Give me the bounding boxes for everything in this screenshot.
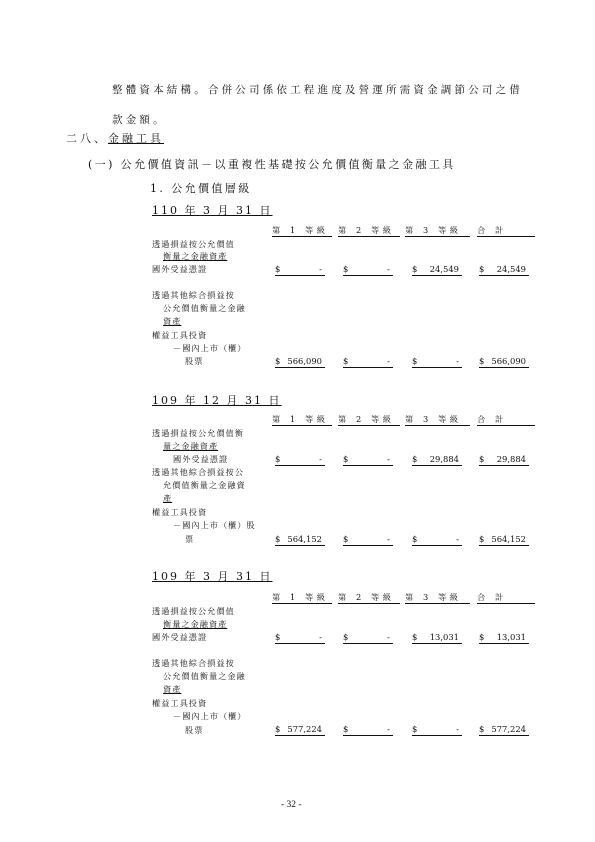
item-label: 股票 [185, 725, 204, 735]
column-header-level-3: 第 3 等級 [405, 224, 470, 237]
value-cell: $ 566,090 [275, 356, 325, 368]
group-heading: 透過其他綜合損益按公 [152, 467, 244, 477]
column-header-level-2: 第 2 等級 [338, 224, 400, 237]
value-cell: $ - [275, 454, 325, 466]
intro-line-1: 整體資本結構。合併公司係依工程進度及營運所需資金調節公司之借 [112, 84, 523, 96]
value-cell: $ - [343, 534, 393, 546]
column-header-total: 合 計 [477, 413, 535, 426]
table-date: 109 年 12 月 31 日 [152, 394, 282, 407]
column-header-level-1: 第 1 等級 [272, 413, 332, 426]
value-cell: $ 13,031 [412, 632, 462, 644]
row-label: 國外受益憑證 [152, 632, 208, 642]
item-label: －國內上市（櫃） [173, 343, 247, 353]
value-cell: $ 564,152 [479, 534, 529, 546]
group-heading: 透過其他綜合損益按 [152, 290, 235, 300]
intro-line-2: 款金額。 [112, 114, 167, 126]
value-cell: $ 13,031 [479, 632, 529, 644]
section-heading [66, 130, 164, 146]
column-header-level-1: 第 1 等級 [272, 591, 332, 604]
value-cell: $ - [343, 356, 393, 368]
group-heading: 透過其他綜合損益按 [152, 658, 235, 668]
group-heading: 資產 [163, 684, 182, 694]
subsection-heading: (一) 公允價值資訊－以重複性基礎按公允價值衡量之金融工具 [88, 158, 456, 171]
value-cell: $ - [275, 264, 325, 276]
group-heading: 允價值衡量之金融資 [163, 480, 246, 490]
row-label: 國外受益憑證 [173, 454, 229, 464]
column-header-level-2: 第 2 等級 [338, 413, 400, 426]
group-heading: 產 [163, 493, 173, 503]
value-cell: $ - [343, 454, 393, 466]
value-cell: $ 564,152 [275, 534, 325, 546]
value-cell: $ - [412, 534, 462, 546]
sub-label: 權益工具投資 [152, 330, 208, 340]
value-cell: $ - [343, 724, 393, 736]
value-cell: $ 29,884 [479, 454, 529, 466]
group-heading: 透過損益按公允價值 [152, 606, 235, 616]
value-cell: $ 577,224 [479, 724, 529, 736]
value-cell: $ 566,090 [479, 356, 529, 368]
value-cell: $ - [275, 632, 325, 644]
item-label: 股票 [185, 356, 204, 366]
group-heading: 公允價值衡量之金融 [163, 303, 246, 313]
group-heading: 資產 [163, 316, 182, 326]
sub-label: 權益工具投資 [152, 507, 208, 517]
table-date: 109 年 3 月 31 日 [152, 570, 273, 583]
group-heading: 公允價值衡量之金融 [163, 671, 246, 681]
sub-label: 權益工具投資 [152, 698, 208, 708]
group-heading: 量之金融資產 [163, 441, 219, 451]
column-header-total: 合 計 [477, 591, 535, 604]
subsubsection-heading: 1. 公允價值層級 [150, 182, 252, 195]
section-number: 二八、 [66, 132, 108, 145]
value-cell: $ 29,884 [412, 454, 462, 466]
group-heading: 透過損益按公允價值衡 [152, 428, 244, 438]
page-number: - 32 - [281, 800, 302, 810]
section-title: 金融工具 [108, 132, 164, 145]
value-cell: $ - [343, 264, 393, 276]
value-cell: $ - [412, 356, 462, 368]
column-header-level-1: 第 1 等級 [272, 224, 332, 237]
value-cell: $ - [343, 632, 393, 644]
value-cell: $ - [412, 724, 462, 736]
value-cell: $ 577,224 [275, 724, 325, 736]
value-cell: $ 24,549 [412, 264, 462, 276]
group-heading: 衡量之金融資產 [163, 619, 228, 629]
column-header-total: 合 計 [477, 224, 535, 237]
column-header-level-3: 第 3 等級 [405, 413, 470, 426]
column-header-level-3: 第 3 等級 [405, 591, 470, 604]
group-heading: 透過損益按公允價值 [152, 239, 235, 249]
group-heading: 衡量之金融資產 [163, 251, 228, 261]
item-label: －國內上市（櫃）股 [173, 520, 256, 530]
item-label: 票 [185, 534, 195, 544]
item-label: －國內上市（櫃） [173, 711, 247, 721]
value-cell: $ 24,549 [479, 264, 529, 276]
table-date: 110 年 3 月 31 日 [152, 204, 273, 217]
column-header-level-2: 第 2 等級 [338, 591, 400, 604]
row-label: 國外受益憑證 [152, 264, 208, 274]
